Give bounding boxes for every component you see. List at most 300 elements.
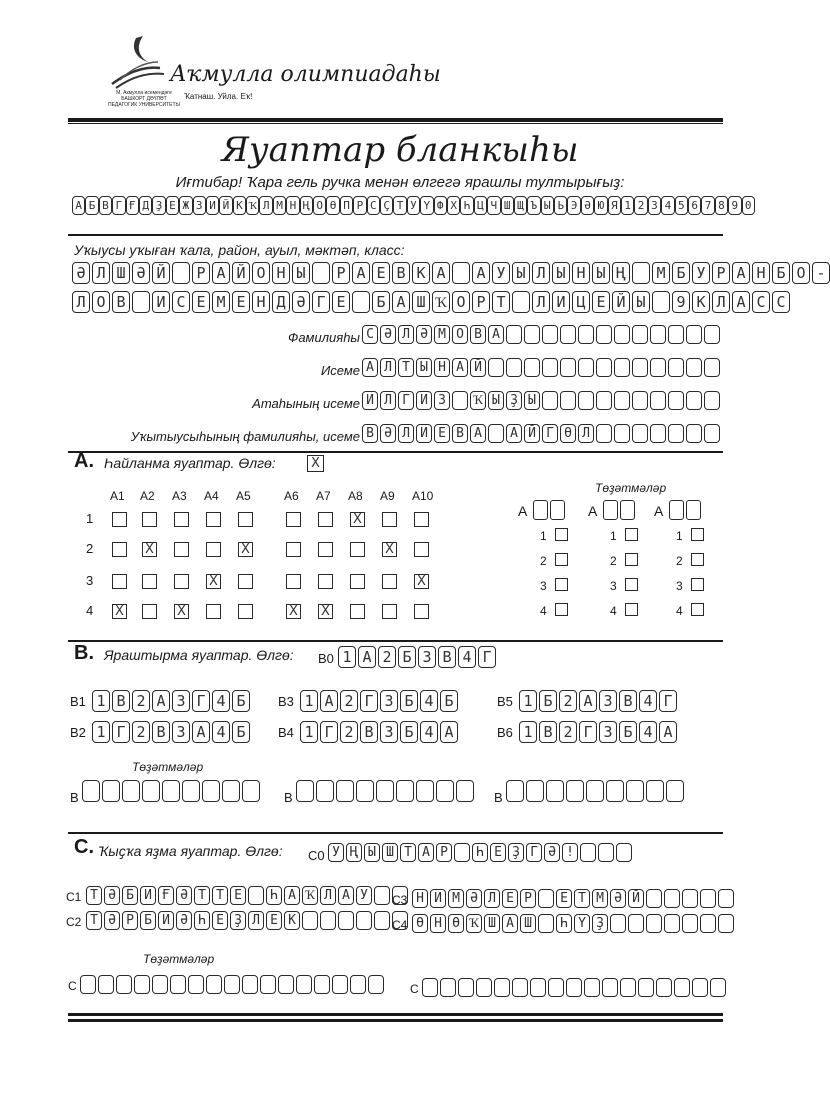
teacher-letter-cell[interactable] [596, 424, 612, 443]
b-answer-row-cell[interactable]: 3 [380, 690, 398, 712]
b-correction-row-cell[interactable] [546, 780, 564, 802]
c-correction-cell[interactable] [134, 975, 150, 994]
teacher-letter-cell[interactable] [704, 424, 720, 443]
school-letter-cell[interactable] [352, 291, 370, 313]
c-answer-cell[interactable]: Ү [574, 914, 590, 933]
school-letter-cell[interactable]: А [212, 262, 230, 284]
answer-checkbox[interactable] [350, 574, 365, 589]
name-letter-cell[interactable] [686, 358, 702, 377]
b-answer-row-cell[interactable]: В [539, 721, 557, 743]
b-answer-row[interactable] [519, 721, 677, 743]
answer-checkbox[interactable]: X [382, 542, 397, 557]
b-answer-row-cell[interactable]: Б [539, 690, 557, 712]
school-letter-cell[interactable]: Ш [112, 262, 130, 284]
father-letter-cell[interactable] [704, 391, 720, 410]
c-answer-cell[interactable] [538, 889, 554, 908]
school-letter-cell[interactable]: Р [332, 262, 350, 284]
school-letter-cell[interactable]: Л [712, 291, 730, 313]
father-letter-cell[interactable]: Л [380, 391, 396, 410]
school-letter-cell[interactable]: Н [252, 291, 270, 313]
surname-letter-cell[interactable]: В [470, 325, 486, 344]
b-answer-row-cell[interactable]: 3 [599, 721, 617, 743]
school-letter-cell[interactable]: С [752, 291, 770, 313]
c-answer-cell[interactable]: Л [484, 889, 500, 908]
answer-checkbox[interactable]: X [112, 604, 127, 619]
teacher-letter-cell[interactable]: Л [578, 424, 594, 443]
c-answer-cell[interactable]: Һ [194, 911, 210, 930]
c-answer-cell[interactable]: А [502, 914, 518, 933]
b-correction-row[interactable] [296, 780, 474, 802]
teacher-letter-cell[interactable] [632, 424, 648, 443]
b-answer-row-cell[interactable]: Г [579, 721, 597, 743]
b-correction-row[interactable] [82, 780, 260, 802]
teacher-letter-cell[interactable]: И [416, 424, 432, 443]
correction-letter-box[interactable] [669, 500, 684, 520]
c-correction-cell[interactable] [674, 978, 690, 997]
school-letter-cell[interactable]: Л [532, 262, 550, 284]
correction-checkbox[interactable] [625, 528, 638, 541]
b-correction-row-cell[interactable] [416, 780, 434, 802]
teacher-letter-cell[interactable] [650, 424, 666, 443]
c-answer-cell[interactable] [664, 914, 680, 933]
teacher-letter-cell[interactable]: Й [524, 424, 540, 443]
school-letter-cell[interactable]: А [352, 262, 370, 284]
answer-checkbox[interactable]: X [286, 604, 301, 619]
c-answer-cell[interactable] [374, 886, 390, 905]
c-correction-cell[interactable] [530, 978, 546, 997]
c-answer-cell[interactable]: Ә [104, 911, 120, 930]
school-letter-cell[interactable]: 9 [672, 291, 690, 313]
c-correction-cell[interactable] [296, 975, 312, 994]
c-correction-cell[interactable] [584, 978, 600, 997]
answer-checkbox[interactable] [382, 574, 397, 589]
school-letter-cell[interactable]: К [412, 262, 430, 284]
answer-checkbox[interactable] [142, 512, 157, 527]
answer-checkbox[interactable] [142, 604, 157, 619]
c-correction-cell[interactable] [548, 978, 564, 997]
answer-checkbox[interactable] [318, 574, 333, 589]
surname-letter-cell[interactable] [542, 325, 558, 344]
name-letter-cell[interactable]: Т [398, 358, 414, 377]
b-answer-row-cell[interactable]: 4 [639, 721, 657, 743]
correction-checkbox[interactable] [555, 578, 568, 591]
c-answer-cell[interactable] [248, 886, 264, 905]
b-correction-row-cell[interactable] [376, 780, 394, 802]
school-letter-cell[interactable]: Б [772, 262, 790, 284]
b-correction-row-cell[interactable] [182, 780, 200, 802]
c-answer-cell[interactable]: Е [266, 911, 282, 930]
c-correction-cell[interactable] [602, 978, 618, 997]
c-correction-cell[interactable] [368, 975, 384, 994]
teacher-letter-cell[interactable] [614, 424, 630, 443]
c-answer-cell[interactable]: Н [430, 914, 446, 933]
correction-checkbox[interactable] [555, 553, 568, 566]
c-answer-cell[interactable] [718, 889, 734, 908]
c-correction-cell[interactable] [278, 975, 294, 994]
school-letter-cell[interactable]: В [112, 291, 130, 313]
school-letter-cell[interactable] [632, 262, 650, 284]
name-letter-cell[interactable] [578, 358, 594, 377]
school-letter-cell[interactable]: А [472, 262, 490, 284]
school-letter-cell[interactable]: Ы [512, 262, 530, 284]
school-letter-cell[interactable]: Й [232, 262, 250, 284]
c-answer-cell[interactable]: Ғ [158, 886, 174, 905]
answer-checkbox[interactable] [414, 512, 429, 527]
c-answer-cell[interactable]: Ш [520, 914, 536, 933]
c-answer-cell[interactable]: Ә [610, 889, 626, 908]
c-correction-cell[interactable] [98, 975, 114, 994]
c-answer-cell[interactable]: Ҙ [592, 914, 608, 933]
c-answer-cell[interactable]: Ә [176, 911, 192, 930]
c-answer-cell[interactable] [628, 914, 644, 933]
answer-checkbox[interactable] [206, 542, 221, 557]
school-letter-cell[interactable]: С [772, 291, 790, 313]
name-letter-cell[interactable] [704, 358, 720, 377]
b-correction-row-cell[interactable] [122, 780, 140, 802]
b-answer-row-cell[interactable]: 1 [300, 721, 318, 743]
b-correction-row-cell[interactable] [316, 780, 334, 802]
c-answer-cell[interactable]: Р [122, 911, 138, 930]
school-letter-cell[interactable]: Д [272, 291, 290, 313]
answer-checkbox[interactable] [318, 542, 333, 557]
b-answer-row-cell[interactable]: 3 [172, 690, 190, 712]
school-line-1-cells[interactable] [72, 262, 830, 284]
teacher-cells[interactable] [362, 424, 720, 443]
school-letter-cell[interactable]: Ш [412, 291, 430, 313]
surname-letter-cell[interactable]: М [434, 325, 450, 344]
c-answer-cell[interactable]: Һ [266, 886, 282, 905]
school-line-2-cells[interactable] [72, 291, 790, 313]
school-letter-cell[interactable]: Ы [552, 262, 570, 284]
c-answer-cell[interactable]: Ә [104, 886, 120, 905]
b-answer-row-cell[interactable]: Г [192, 690, 210, 712]
c-correction-cell[interactable] [188, 975, 204, 994]
school-letter-cell[interactable]: Е [192, 291, 210, 313]
b-answer-row-cell[interactable]: 1 [92, 690, 110, 712]
c-answer-cell[interactable]: Р [520, 889, 536, 908]
father-letter-cell[interactable] [686, 391, 702, 410]
school-letter-cell[interactable] [312, 262, 330, 284]
c-correction-cell[interactable] [566, 978, 582, 997]
b-correction-row-cell[interactable] [82, 780, 100, 802]
teacher-letter-cell[interactable]: Л [398, 424, 414, 443]
surname-letter-cell[interactable]: А [488, 325, 504, 344]
surname-letter-cell[interactable]: Ә [380, 325, 396, 344]
c-answer-cell[interactable]: Б [122, 886, 138, 905]
father-letter-cell[interactable]: Г [398, 391, 414, 410]
c-answer-cell[interactable]: Т [194, 886, 210, 905]
school-letter-cell[interactable] [172, 262, 190, 284]
surname-letter-cell[interactable] [506, 325, 522, 344]
name-letter-cell[interactable] [488, 358, 504, 377]
correction-checkbox[interactable] [691, 603, 704, 616]
c-answer-cell[interactable]: Н [412, 889, 428, 908]
answer-checkbox[interactable] [174, 512, 189, 527]
school-letter-cell[interactable]: Е [232, 291, 250, 313]
correction-letter-box[interactable] [533, 500, 548, 520]
correction-checkbox[interactable] [625, 578, 638, 591]
father-letter-cell[interactable]: Ы [488, 391, 504, 410]
c-answer-cell[interactable]: Т [574, 889, 590, 908]
c-answer-cell[interactable] [338, 911, 354, 930]
c-answer-row[interactable] [412, 914, 734, 933]
surname-letter-cell[interactable] [524, 325, 540, 344]
correction-checkbox[interactable] [691, 528, 704, 541]
school-letter-cell[interactable]: Б [672, 262, 690, 284]
school-letter-cell[interactable]: Т [492, 291, 510, 313]
answer-checkbox[interactable] [206, 604, 221, 619]
school-letter-cell[interactable]: Ң [612, 262, 630, 284]
b-answer-row-cell[interactable]: Б [232, 690, 250, 712]
school-letter-cell[interactable]: О [452, 291, 470, 313]
name-letter-cell[interactable] [506, 358, 522, 377]
correction-checkbox[interactable] [555, 528, 568, 541]
b-correction-row-cell[interactable] [456, 780, 474, 802]
teacher-letter-cell[interactable]: Г [542, 424, 558, 443]
b-answer-row[interactable] [300, 690, 458, 712]
father-letter-cell[interactable] [560, 391, 576, 410]
b-correction-row-cell[interactable] [102, 780, 120, 802]
surname-letter-cell[interactable] [650, 325, 666, 344]
c-answer-cell[interactable]: К [284, 911, 300, 930]
c-answer-cell[interactable]: Т [212, 886, 228, 905]
answer-checkbox[interactable] [350, 542, 365, 557]
c-answer-cell[interactable] [700, 914, 716, 933]
school-letter-cell[interactable]: М [212, 291, 230, 313]
surname-letter-cell[interactable] [614, 325, 630, 344]
school-letter-cell[interactable]: А [732, 262, 750, 284]
name-letter-cell[interactable] [668, 358, 684, 377]
c-answer-cell[interactable]: И [140, 886, 156, 905]
c-answer-cell[interactable]: Ш [484, 914, 500, 933]
father-letter-cell[interactable]: И [416, 391, 432, 410]
school-letter-cell[interactable]: Н [572, 262, 590, 284]
b-correction-row-cell[interactable] [626, 780, 644, 802]
school-letter-cell[interactable]: Ә [72, 262, 90, 284]
b-correction-row-cell[interactable] [646, 780, 664, 802]
b-answer-row[interactable] [519, 690, 677, 712]
c-answer-cell[interactable]: И [158, 911, 174, 930]
b-answer-row-cell[interactable]: 3 [599, 690, 617, 712]
c-correction-row[interactable] [422, 978, 726, 997]
c-correction-cell[interactable] [116, 975, 132, 994]
b-answer-row-cell[interactable]: Г [659, 690, 677, 712]
c-answer-cell[interactable]: Ө [412, 914, 428, 933]
c-correction-cell[interactable] [80, 975, 96, 994]
b-answer-row[interactable] [92, 721, 250, 743]
c-correction-cell[interactable] [638, 978, 654, 997]
teacher-letter-cell[interactable] [488, 424, 504, 443]
answer-checkbox[interactable] [286, 542, 301, 557]
c-answer-cell[interactable]: Е [556, 889, 572, 908]
name-letter-cell[interactable]: А [452, 358, 468, 377]
surname-letter-cell[interactable]: О [452, 325, 468, 344]
surname-cells[interactable] [362, 325, 720, 344]
answer-checkbox[interactable]: X [238, 542, 253, 557]
b-correction-row-cell[interactable] [222, 780, 240, 802]
c-answer-cell[interactable]: А [338, 886, 354, 905]
b-correction-row-cell[interactable] [162, 780, 180, 802]
teacher-letter-cell[interactable] [686, 424, 702, 443]
b-answer-row-cell[interactable]: 2 [559, 721, 577, 743]
c-answer-cell[interactable]: Л [248, 911, 264, 930]
school-letter-cell[interactable]: - [812, 262, 830, 284]
school-letter-cell[interactable]: И [552, 291, 570, 313]
c-answer-cell[interactable] [682, 889, 698, 908]
b-correction-row[interactable] [506, 780, 684, 802]
c-correction-cell[interactable] [224, 975, 240, 994]
b-correction-row-cell[interactable] [142, 780, 160, 802]
b-answer-row-cell[interactable]: 3 [172, 721, 190, 743]
b-answer-row-cell[interactable]: 2 [340, 721, 358, 743]
c-answer-cell[interactable]: Ә [466, 889, 482, 908]
name-letter-cell[interactable] [524, 358, 540, 377]
b-answer-row-cell[interactable]: А [152, 690, 170, 712]
father-letter-cell[interactable]: З [434, 391, 450, 410]
b-answer-row-cell[interactable]: А [659, 721, 677, 743]
c-correction-cell[interactable] [620, 978, 636, 997]
answer-checkbox[interactable] [286, 574, 301, 589]
father-letter-cell[interactable]: Ҙ [506, 391, 522, 410]
correction-checkbox[interactable] [625, 553, 638, 566]
b-answer-row-cell[interactable]: Г [320, 721, 338, 743]
teacher-letter-cell[interactable] [668, 424, 684, 443]
school-letter-cell[interactable]: Ә [292, 291, 310, 313]
correction-letter-box[interactable] [603, 500, 618, 520]
surname-letter-cell[interactable] [560, 325, 576, 344]
c-answer-cell[interactable] [538, 914, 554, 933]
b-answer-row-cell[interactable]: В [619, 690, 637, 712]
b-answer-row-cell[interactable]: 4 [212, 721, 230, 743]
b-answer-row-cell[interactable]: А [320, 690, 338, 712]
c-answer-row[interactable] [86, 911, 408, 930]
school-letter-cell[interactable]: Е [332, 291, 350, 313]
b-answer-row-cell[interactable]: 2 [559, 690, 577, 712]
correction-letter-box[interactable] [550, 500, 565, 520]
c-answer-row[interactable] [412, 889, 734, 908]
b-answer-row[interactable] [92, 690, 250, 712]
teacher-letter-cell[interactable]: Е [434, 424, 450, 443]
b-correction-row-cell[interactable] [436, 780, 454, 802]
b-answer-row[interactable] [300, 721, 458, 743]
c-correction-cell[interactable] [512, 978, 528, 997]
b-answer-row-cell[interactable]: А [192, 721, 210, 743]
school-letter-cell[interactable]: О [252, 262, 270, 284]
teacher-letter-cell[interactable]: Ә [380, 424, 396, 443]
c-correction-cell[interactable] [242, 975, 258, 994]
c-answer-cell[interactable] [374, 911, 390, 930]
c-answer-cell[interactable]: Ө [448, 914, 464, 933]
teacher-letter-cell[interactable]: В [362, 424, 378, 443]
father-cells[interactable] [362, 391, 720, 410]
answer-checkbox[interactable] [350, 604, 365, 619]
b-correction-row-cell[interactable] [666, 780, 684, 802]
school-letter-cell[interactable]: Л [92, 262, 110, 284]
surname-letter-cell[interactable] [578, 325, 594, 344]
school-letter-cell[interactable]: Е [592, 291, 610, 313]
name-letter-cell[interactable]: Л [380, 358, 396, 377]
b-answer-row-cell[interactable]: 2 [132, 721, 150, 743]
c-correction-cell[interactable] [494, 978, 510, 997]
c-correction-cell[interactable] [170, 975, 186, 994]
answer-checkbox[interactable] [112, 574, 127, 589]
school-letter-cell[interactable]: К [692, 291, 710, 313]
c-answer-cell[interactable]: И [430, 889, 446, 908]
school-letter-cell[interactable]: М [652, 262, 670, 284]
c-answer-cell[interactable]: Һ [556, 914, 572, 933]
school-letter-cell[interactable]: Ы [292, 262, 310, 284]
b-answer-row-cell[interactable]: Г [360, 690, 378, 712]
c-answer-cell[interactable]: Ҡ [466, 914, 482, 933]
answer-checkbox[interactable] [414, 542, 429, 557]
c-answer-cell[interactable] [646, 889, 662, 908]
teacher-letter-cell[interactable]: А [506, 424, 522, 443]
name-letter-cell[interactable] [560, 358, 576, 377]
b-answer-row-cell[interactable]: Б [619, 721, 637, 743]
c-answer-cell[interactable]: Й [628, 889, 644, 908]
school-letter-cell[interactable]: Ы [592, 262, 610, 284]
school-letter-cell[interactable]: Ы [632, 291, 650, 313]
school-letter-cell[interactable]: У [492, 262, 510, 284]
school-letter-cell[interactable]: Ә [132, 262, 150, 284]
school-letter-cell[interactable]: У [692, 262, 710, 284]
answer-checkbox[interactable] [238, 574, 253, 589]
c-correction-cell[interactable] [710, 978, 726, 997]
c-correction-cell[interactable] [332, 975, 348, 994]
surname-letter-cell[interactable] [704, 325, 720, 344]
school-letter-cell[interactable] [512, 291, 530, 313]
c-answer-cell[interactable] [320, 911, 336, 930]
b-answer-row-cell[interactable]: 3 [380, 721, 398, 743]
c-correction-cell[interactable] [422, 978, 438, 997]
c-answer-cell[interactable]: У [356, 886, 372, 905]
c-answer-cell[interactable]: Е [230, 886, 246, 905]
answer-checkbox[interactable] [112, 542, 127, 557]
b-correction-row-cell[interactable] [586, 780, 604, 802]
surname-letter-cell[interactable]: Л [398, 325, 414, 344]
surname-letter-cell[interactable] [668, 325, 684, 344]
c-answer-row[interactable] [86, 886, 408, 905]
b-answer-row-cell[interactable]: 4 [420, 721, 438, 743]
surname-letter-cell[interactable] [632, 325, 648, 344]
b-answer-row-cell[interactable]: В [152, 721, 170, 743]
c-answer-cell[interactable] [302, 911, 318, 930]
school-letter-cell[interactable]: Р [192, 262, 210, 284]
school-letter-cell[interactable] [452, 262, 470, 284]
teacher-letter-cell[interactable]: Ө [560, 424, 576, 443]
school-letter-cell[interactable]: Р [472, 291, 490, 313]
correction-checkbox[interactable] [625, 603, 638, 616]
school-letter-cell[interactable]: Е [372, 262, 390, 284]
c-correction-row[interactable] [80, 975, 384, 994]
school-letter-cell[interactable]: И [152, 291, 170, 313]
c-correction-cell[interactable] [152, 975, 168, 994]
b-correction-row-cell[interactable] [296, 780, 314, 802]
c-answer-cell[interactable] [646, 914, 662, 933]
school-letter-cell[interactable]: А [732, 291, 750, 313]
answer-checkbox[interactable] [142, 574, 157, 589]
c-answer-cell[interactable]: А [284, 886, 300, 905]
c-answer-cell[interactable] [682, 914, 698, 933]
b-answer-row-cell[interactable]: 4 [420, 690, 438, 712]
school-letter-cell[interactable] [132, 291, 150, 313]
school-letter-cell[interactable]: Г [312, 291, 330, 313]
father-letter-cell[interactable]: Ҡ [470, 391, 486, 410]
b-correction-row-cell[interactable] [396, 780, 414, 802]
c-correction-cell[interactable] [458, 978, 474, 997]
b-answer-row-cell[interactable]: Г [112, 721, 130, 743]
school-letter-cell[interactable]: О [92, 291, 110, 313]
